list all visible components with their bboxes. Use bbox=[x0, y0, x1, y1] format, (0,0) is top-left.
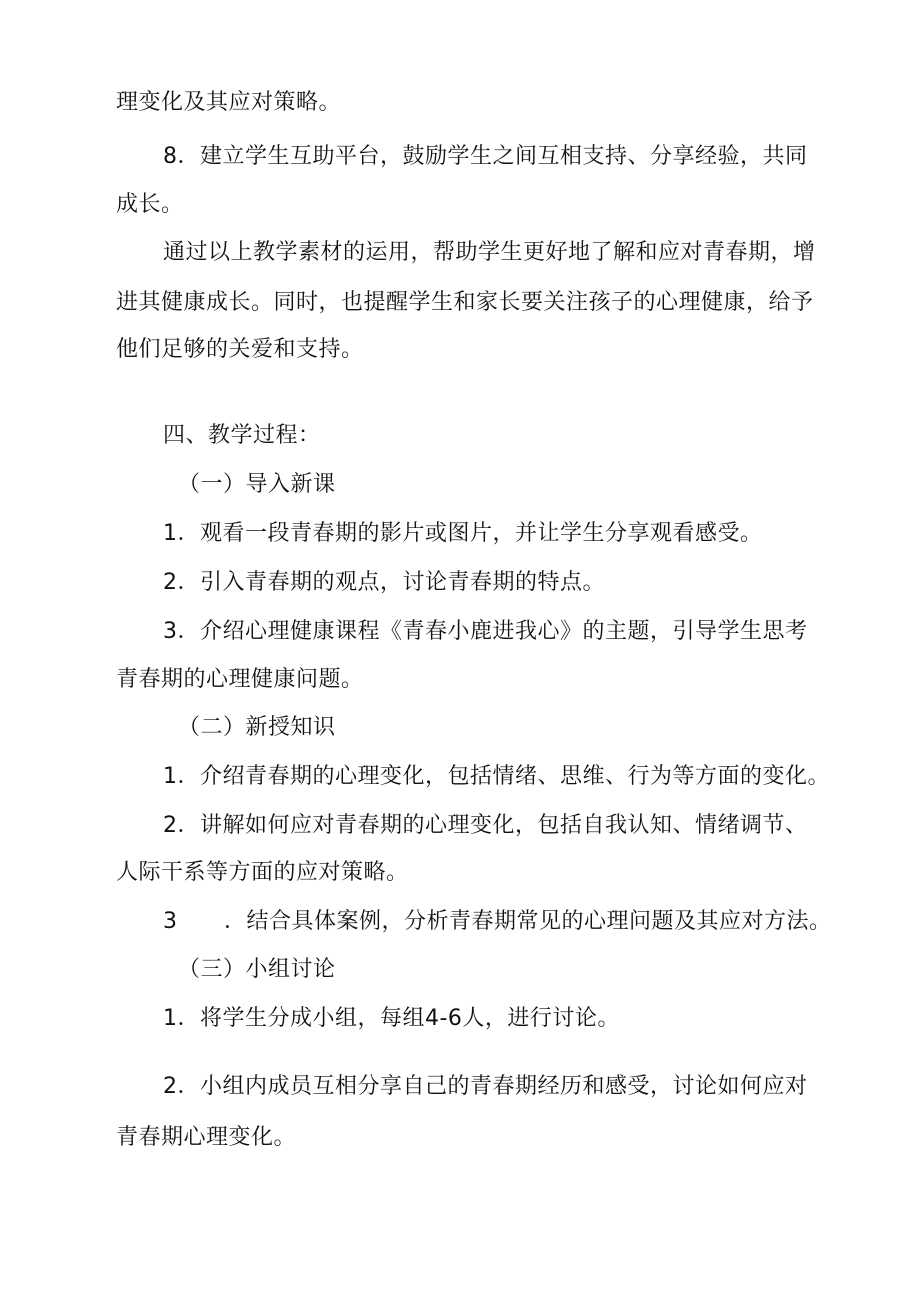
list-item-number: 3 bbox=[163, 909, 178, 934]
list-item: 1．观看一段青春期的影片或图片，并让学生分享观看感受。 bbox=[163, 521, 763, 546]
subsection-heading: （一）导入新课 bbox=[178, 472, 336, 497]
list-item: 2．引入青春期的观点，讨论青春期的特点。 bbox=[163, 570, 605, 595]
list-item: 2．讲解如何应对青春期的心理变化，包括自我认知、情绪调节、 bbox=[163, 813, 808, 838]
list-item: 1．介绍青春期的心理变化，包括情绪、思维、行为等方面的变化。 bbox=[163, 764, 830, 789]
list-item: 3．介绍心理健康课程《青春小鹿进我心》的主题，引导学生思考 bbox=[163, 619, 808, 644]
text-line: 理变化及其应对策略。 bbox=[116, 90, 342, 115]
section-heading: 四、教学过程： bbox=[163, 423, 321, 448]
text-line: 成长。 bbox=[116, 192, 184, 217]
text-line: 人际干系等方面的应对策略。 bbox=[116, 860, 409, 885]
paragraph-line: 通过以上教学素材的运用，帮助学生更好地了解和应对青春期，增 bbox=[163, 240, 816, 265]
list-item: 2．小组内成员互相分享自己的青春期经历和感受，讨论如何应对 bbox=[163, 1074, 808, 1099]
text-line: 青春期心理变化。 bbox=[116, 1125, 297, 1150]
list-item: 1．将学生分成小组，每组4-6人，进行讨论。 bbox=[163, 1006, 620, 1031]
paragraph-line: 他们足够的关爱和支持。 bbox=[116, 337, 364, 362]
subsection-heading: （三）小组讨论 bbox=[178, 957, 336, 982]
text-line: 青春期的心理健康问题。 bbox=[116, 667, 364, 692]
paragraph-line: 进其健康成长。同时，也提醒学生和家长要关注孩子的心理健康，给予 bbox=[116, 290, 814, 315]
subsection-heading: （二）新授知识 bbox=[178, 715, 336, 740]
list-item: 8．建立学生互助平台，鼓励学生之间互相支持、分享经验，共同 bbox=[163, 144, 808, 169]
list-item: ．结合具体案例，分析青春期常见的心理问题及其应对方法。 bbox=[224, 909, 832, 934]
